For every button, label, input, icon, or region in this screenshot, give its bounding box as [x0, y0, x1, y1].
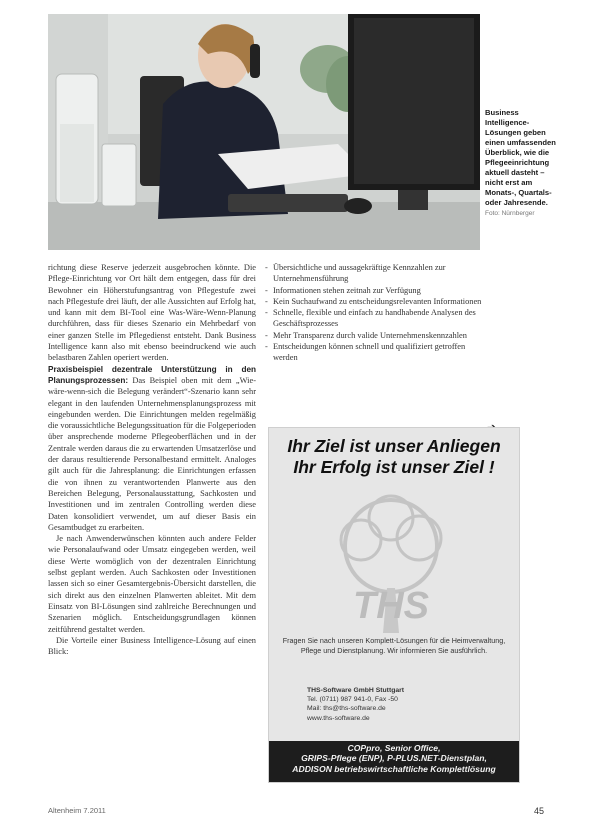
list-item: - Informationen stehen zeitnah zur Verfügung [265, 285, 483, 296]
photo-credit: Foto: Nürnberger [485, 210, 535, 217]
footer-publication: Altenheim 7.2011 [48, 806, 106, 815]
subheading: Praxisbeispiel dezentrale Unterstützung in den Planungsprozessen: [48, 364, 256, 385]
ad-products-line-3: ADDISON betriebswirtschaftliche Komplettlösung [292, 763, 496, 774]
paragraph-4: Die Vorteile einer Business Intelligence-Lösung auf einen Blick: [48, 635, 256, 657]
paragraph-1: richtung diese Reserve jederzeit ausgebrochen könnte. Die Pflege-Einrichtung vor Ort hält dem entgegen, dass für drei Bewohner ein Höherstufungsantrag von Pflegestufe zwei nach Pflegestufe drei läuft, der alle Aussichten auf Erfolg hat, und kann mit dem BI-Tool eine Was-Wäre-Wenn-Planung durchführen, dass für dieses Szenario ein Mehrbedarf von einer ganzen Stelle im Pflegedienst entsteht. Dank Business Intelligence kann also mit ebenso beeindruckend wie auch belastbaren Zahlen operiert werden. [48, 263, 256, 363]
right-column [265, 262, 483, 364]
ad-intro: Fragen Sie nach unseren Komplett-Lösungen für die Heimverwaltung, Pflege und Dienstplanung. Wir informieren Sie ausführlich. [282, 636, 506, 655]
list-item: - Entscheidungen können schnell und qualifiziert getroffen werden [265, 341, 483, 364]
advertisement [268, 427, 520, 783]
ad-phone: Tel. (0711) 987 941-0, Fax -50 [307, 696, 398, 704]
paragraph-3: Je nach Anwenderwünschen könnten auch andere Felder wie Personalaufwand oder Umsatz eingegeben werden, weil diese Werte womöglich von der dezentralen Einrichtung selbst geplant werden. Auch Sachkosten oder Investitionen lassen sich so einer Gesamtergebnis-Übersicht darstellen, die sich direkt aus den einzelnen Planwerten ableitet. Mit dem Einsatz von BI-Lösungen sind zahlreiche Berechnungen und Szenarien möglich. Entscheidungsgrundlagen können zeitführend gestaltet werden. [48, 534, 256, 634]
ad-contact [307, 686, 487, 723]
ths-tree-logo [321, 488, 461, 648]
list-item: - Kein Suchaufwand zu entscheidungsrelevanten Informationen [265, 296, 483, 307]
ad-products-line-1: COPpro, Senior Office, [347, 743, 441, 753]
ad-mail: Mail: ths@ths-software.de [307, 705, 386, 713]
list-item: - Übersichtliche und aussagekräftige Kennzahlen zur Unternehmensführung [265, 262, 483, 285]
ad-web: www.ths-software.de [307, 714, 370, 722]
ad-headline-line-2: Ihr Erfolg ist unser Ziel ! [293, 457, 495, 477]
ths-logo-text: THS [353, 585, 429, 627]
ad-company: THS-Software GmbH Stuttgart [307, 687, 405, 694]
ad-products-line-2: GRIPS-Pflege (ENP), P-PLUS.NET-Dienstplan, [301, 753, 487, 764]
office-photo [48, 14, 480, 250]
ad-headline-line-1: Ihr Ziel ist unser Anliegen [287, 436, 501, 456]
paragraph-2: Das Beispiel oben mit dem „Wie-wäre-wenn-sich die Belegung verändert“-Szenario kann sehr elegant in den laufenden Unternehmensplanungsprozess mit eingebunden werden. Die Einrichtungen melden regelmäßig die voraussichtliche Belegungssituation für die Folgeperioden über ansprechende moderne Pflegeoberflächen und in der Zentrale werden daraus die zu erwartenden Umsatzerlöse und der daraus resultierende Personalbestand ermittelt. Analoges gilt auch für die Jahresplanung: die Einrichtungen erfassen die von ihnen zu verantwortenden Planwerte aus den Bereichen Belegung, Personalausstattung, Sachkosten und Investitionen und im zentralen Controlling werden diese Daten konsolidiert verwendet, um auf dieser Basis ein Gesamtbudget zu erarbeiten. [48, 375, 256, 532]
left-column [48, 262, 256, 657]
advantages-list [265, 262, 483, 364]
list-item: - Schnelle, flexible und einfach zu handhabende Analysen des Geschäftsprozesses [265, 307, 483, 330]
ad-headline [269, 436, 519, 478]
page-number: 45 [534, 806, 545, 816]
caption-text: Business Intelligence-Lösungen geben einen umfassenden Überblick, wie die Pflegeeinrichtung aktuell dasteht – nicht erst am Monats-, Quartals- oder Jahresende. [485, 108, 556, 207]
list-item: - Mehr Transparenz durch valide Unternehmenskennzahlen [265, 330, 483, 341]
photo-caption [485, 108, 557, 219]
office-photo-illustration [48, 14, 480, 250]
ad-product-bar [269, 741, 519, 782]
